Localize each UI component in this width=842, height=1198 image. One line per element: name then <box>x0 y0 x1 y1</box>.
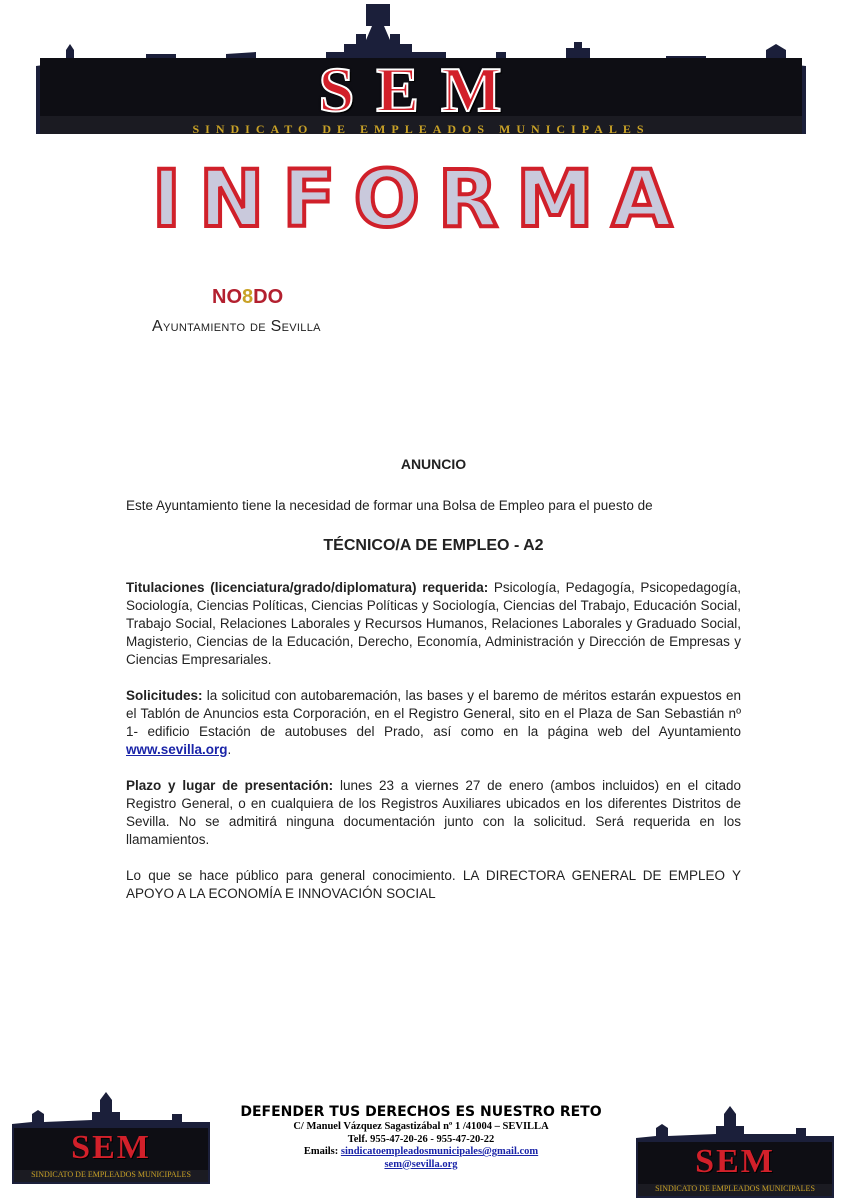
footer-logo-left-subtitle: SINDICATO DE EMPLEADOS MUNICIPALES <box>31 1170 191 1179</box>
footer-emails-label: Emails: <box>303 1146 341 1157</box>
footer-phone: Telf. 955-47-20-26 - 955-47-20-22 <box>347 1133 495 1145</box>
titulaciones-label: Titulaciones (licenciatura/grado/diplomatura) requerida: <box>126 580 489 595</box>
titulaciones-text: Psicología, Pedagogía, Psicopedagogía, Sociología, Ciencias Políticas, Ciencias Políticas y Sociología, Ciencias del Trabajo, Educación Social, Trabajo Social, Relaciones Laborales y Recursos Humanos, Relaciones Laborales y Graduado Social, Magisterio, Ciencias de la Educación, Derecho, Economía, Administración y Dirección de Empresas y Ciencias Empresariales. <box>126 580 741 667</box>
solicitudes-text: la solicitud con autobaremación, las bases y el baremo de méritos estarán expuestos en el Tablón de Anuncios esta Corporación, en el Registro General, sito en el Plaza de San Sebastián nº 1- edificio Estación de autobuses del Prado, así como en la página web del Ayuntamiento <box>126 688 741 739</box>
plazo-paragraph <box>126 777 741 849</box>
announcement-title: ANUNCIO <box>400 456 467 472</box>
footer-address: C/ Manuel Vázquez Sagastizábal nº 1 /41004 – SEVILLA <box>293 1121 549 1132</box>
announcement-body <box>126 455 741 921</box>
footer-logo-right <box>636 1102 834 1198</box>
informa-headline: INFORMA <box>152 155 690 245</box>
nosdo-logo <box>212 286 283 309</box>
solicitudes-paragraph <box>126 687 741 759</box>
footer-email-gmail-link[interactable]: sindicatoempleadosmunicipales@gmail.com <box>340 1146 539 1157</box>
titulaciones-paragraph <box>126 579 741 669</box>
sem-logo-subtitle: SINDICATO DE EMPLEADOS MUNICIPALES <box>192 122 650 136</box>
madeja-knot-icon: 8 <box>242 286 254 308</box>
header-banner <box>26 4 816 136</box>
footer-email-line-2 <box>225 1159 617 1172</box>
announcement-intro: Este Ayuntamiento tiene la necesidad de formar una Bolsa de Empleo para el puesto de <box>126 498 653 513</box>
footer-motto: DEFENDER TUS DERECHOS ES NUESTRO RETO <box>240 1104 602 1120</box>
footer-emails <box>225 1146 617 1159</box>
plazo-text: lunes 23 a viernes 27 de enero (ambos incluidos) en el citado Registro General, o en cualquiera de los Registros Auxiliares ubicados en los diferentes Distritos de Sevilla. No se admitirá ninguna documentación junto con la solicitud. Será requerida en los llamamientos. <box>126 778 741 847</box>
nosdo-left: NO <box>212 286 242 308</box>
solicitudes-end: . <box>227 742 232 757</box>
footer-logo-left-text: SEM <box>71 1129 151 1166</box>
nosdo-right: DO <box>253 286 284 308</box>
footer-email-sevilla-link[interactable]: sem@sevilla.org <box>384 1158 458 1170</box>
footer-logo-right-text: SEM <box>695 1143 775 1180</box>
position-title: TÉCNICO/A DE EMPLEO - A2 <box>323 537 544 554</box>
closing-paragraph: Lo que se hace público para general conocimiento. LA DIRECTORA GENERAL DE EMPLEO Y APOYO A LA ECONOMÍA E INNOVACIÓN SOCIAL <box>126 868 741 901</box>
sem-logo-text: SEM <box>318 54 524 125</box>
footer-logo-left <box>12 1088 210 1184</box>
sevilla-web-link[interactable]: www.sevilla.org <box>126 742 228 757</box>
solicitudes-label: Solicitudes: <box>126 688 203 703</box>
plazo-label: Plazo y lugar de presentación: <box>126 778 334 793</box>
ayuntamiento-name: Ayuntamiento de Sevilla <box>152 318 321 335</box>
footer-contact <box>225 1103 617 1171</box>
footer-logo-right-subtitle: SINDICATO DE EMPLEADOS MUNICIPALES <box>655 1184 815 1193</box>
